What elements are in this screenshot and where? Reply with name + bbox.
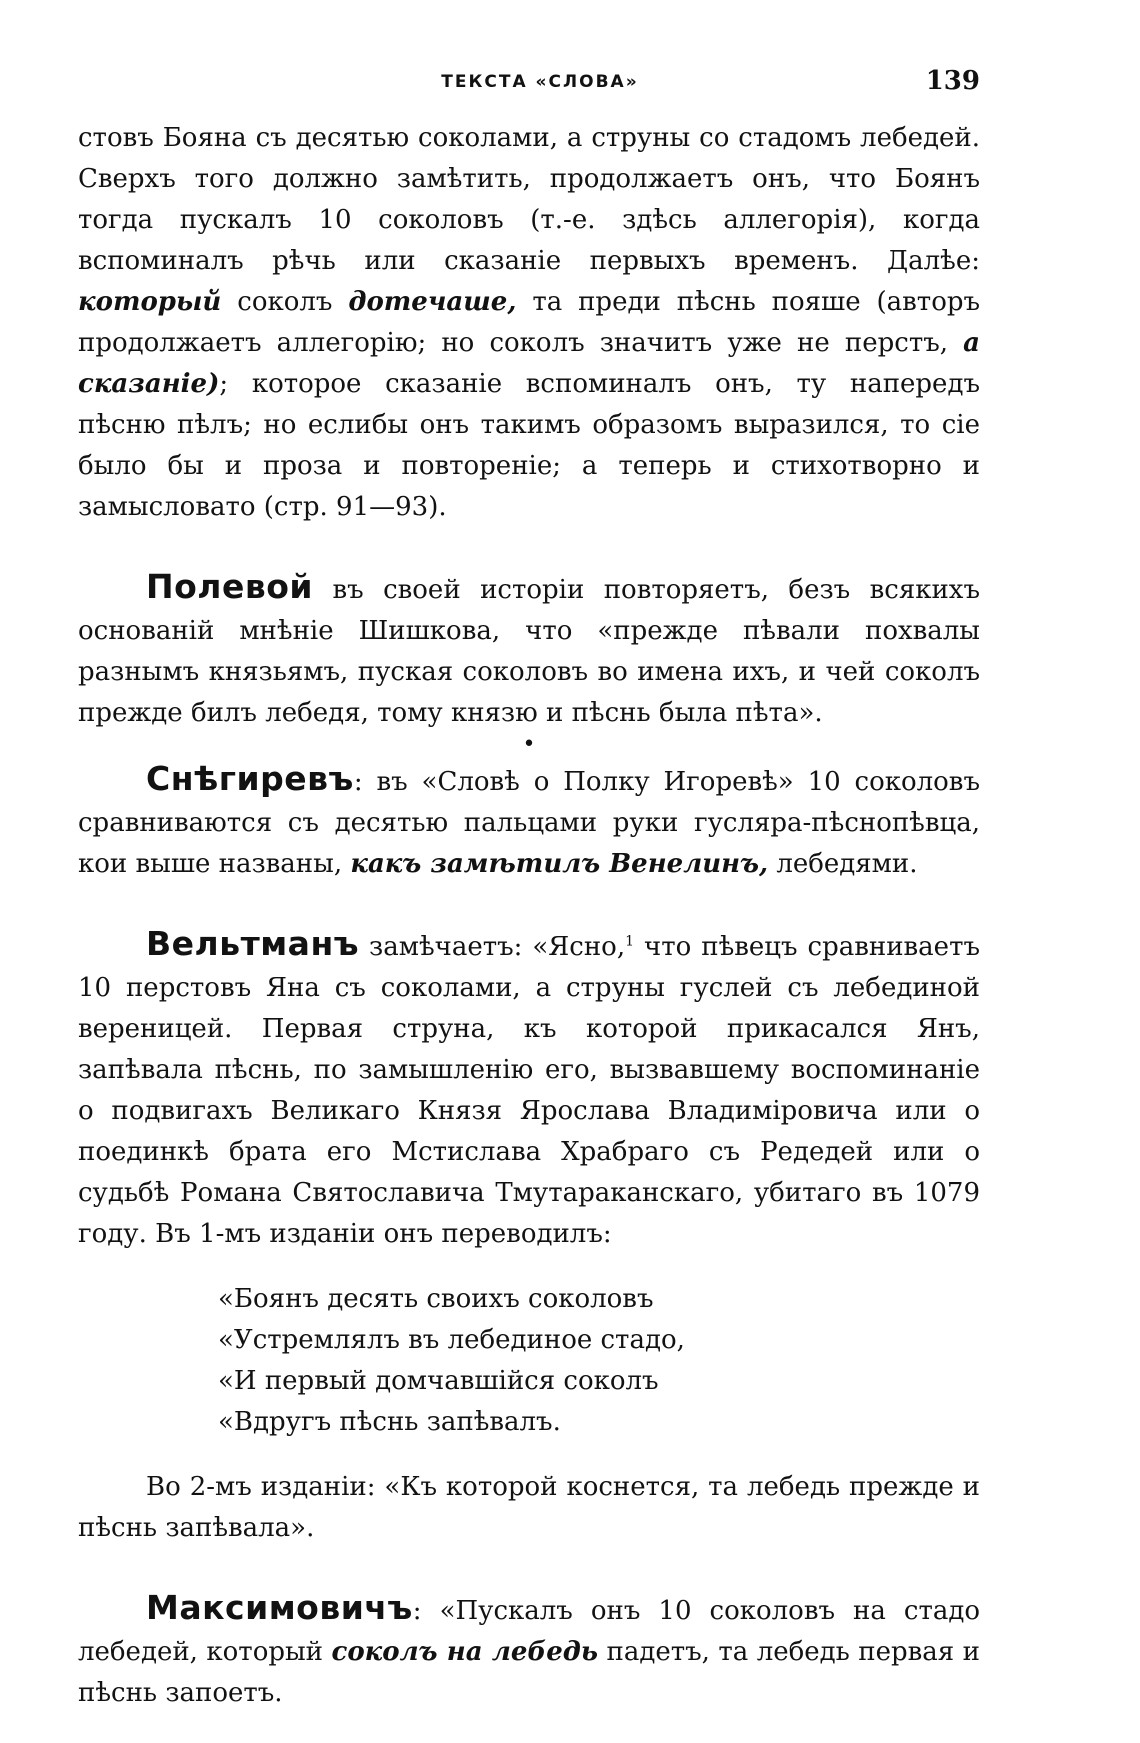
paragraph-text: замѣчаетъ: «Ясно, <box>369 932 626 962</box>
paragraph-text: лебедями. <box>776 849 918 879</box>
author-name: Вельтманъ <box>146 924 360 963</box>
paragraph-second-edition <box>78 1467 980 1549</box>
running-title: ТЕКСТА «СЛОВА» <box>441 72 639 92</box>
italic-phrase: соколъ на лебедь <box>331 1637 598 1667</box>
page-number: 139 <box>925 66 980 96</box>
paragraph-text: что пѣвецъ сравниваетъ 10 перстовъ Яна съ соколами, а струны гуслей съ лебединой вереницей. Первая струна, къ которой прикасался Янъ, запѣвала пѣснь, по замышленію его, вызвавшему воспоминаніе о подвигахъ Великаго Князя Ярослава Владиміровича или о поединкѣ брата его Мстислава Храбраго съ Редедей или о судьбѣ Романа Святославича Тмутараканскаго, убитаго въ 1079 году. Въ 1-мъ изданіи онъ переводилъ: <box>78 932 980 1249</box>
paragraph-polevoy <box>78 566 980 734</box>
italic-phrase: дотечаше, <box>348 287 517 317</box>
paragraph-text: ; которое сказаніе вспоминалъ онъ, ту напередъ пѣсню пѣлъ; но еслибы онъ такимъ образомъ выразился, то сіе было бы и проза и повтореніе; а теперь и стихотворно и замысловато (стр. 91—93). <box>78 369 980 522</box>
verse-line: «Устремлялъ въ лебединое стадо, <box>218 1325 685 1355</box>
verse-line: «Боянъ десять своихъ соколовъ <box>218 1284 654 1314</box>
paragraph-text: : въ «Словѣ о Полку Игоревѣ» 10 соколовъ сравниваются съ десятью пальцами руки гусляра-пѣснопѣвца, кои выше названы, <box>78 767 980 879</box>
printer-dot: • <box>522 732 536 757</box>
verse-line: «И первый домчавшійся соколъ <box>218 1366 659 1396</box>
author-name: Снѣгиревъ <box>146 759 354 798</box>
paragraph-snegirev <box>78 758 980 885</box>
paragraph-text: та преди пѣснь пояше (авторъ продолжаетъ аллегорію; но соколъ значитъ уже не перстъ, <box>78 287 981 358</box>
author-name: Полевой <box>146 567 314 606</box>
paragraph-text: падетъ, та лебедь первая и пѣснь запоетъ. <box>78 1637 981 1708</box>
footnote-marker: 1 <box>625 933 635 950</box>
paragraph-text: въ своей исторіи повторяетъ, безъ всякихъ основаній мнѣніе Шишкова, что «прежде пѣвали похвалы разнымъ князьямъ, пуская соколовъ во имена ихъ, и чей соколъ прежде билъ лебедя, тому князю и пѣснь была пѣта». <box>78 575 981 728</box>
paragraph-veltman <box>78 923 980 1255</box>
paragraph-text: : «Пускалъ онъ 10 соколовъ на стадо лебедей, который <box>78 1596 980 1667</box>
paragraph-text: соколъ <box>237 287 333 317</box>
italic-phrase: какъ замѣтилъ Венелинъ, <box>350 849 769 879</box>
paragraph-boyan-allegory <box>78 118 980 528</box>
italic-phrase: а сказаніе) <box>78 328 981 399</box>
running-head <box>0 66 1140 106</box>
paragraph-maksimovich <box>78 1587 980 1714</box>
paragraph-text: стовъ Бояна съ десятью соколами, а струны со стадомъ лебедей. Сверхъ того должно замѣтить, продолжаетъ онъ, что Боянъ тогда пускалъ 10 соколовъ (т.-е. здѣсь аллегорія), когда вспоминалъ рѣчь или сказаніе первыхъ временъ. Далѣе: <box>78 123 980 276</box>
author-name: Максимовичъ <box>146 1588 413 1627</box>
verse-line: «Вдругъ пѣснь запѣвалъ. <box>218 1407 561 1437</box>
italic-phrase: который <box>78 287 222 317</box>
verse-quotation <box>218 1279 980 1443</box>
paragraph-text: Во 2-мъ изданіи: «Къ которой коснется, та лебедь прежде и пѣснь запѣвала». <box>78 1472 980 1543</box>
body-text <box>78 118 980 1714</box>
